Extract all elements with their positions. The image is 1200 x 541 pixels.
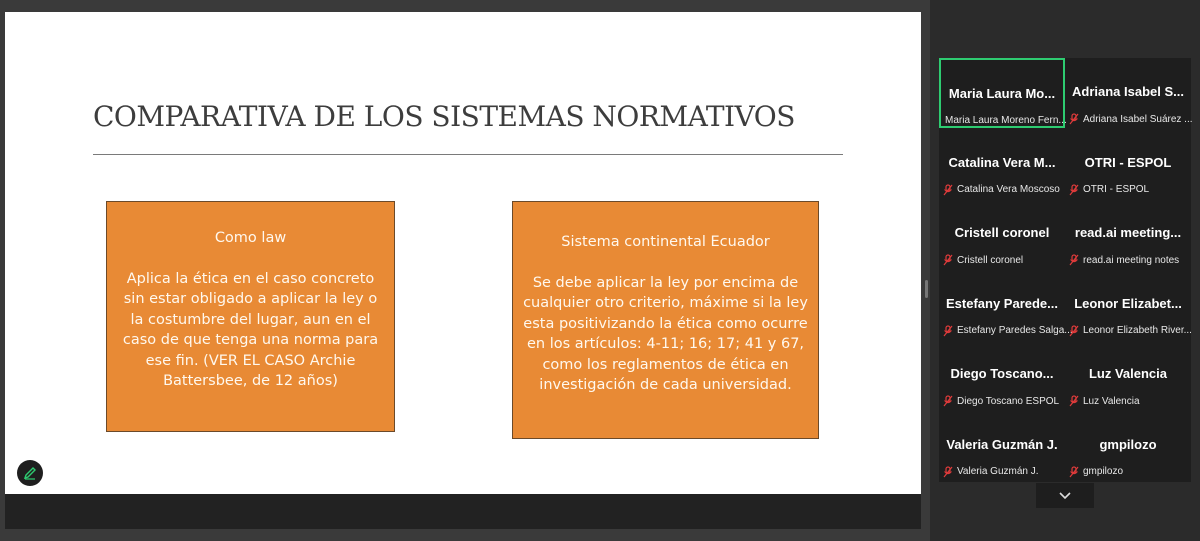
participant-name: gmpilozo — [1099, 436, 1157, 452]
participant-name: Maria Laura Mo... — [948, 86, 1056, 101]
participant-label — [1069, 325, 1192, 337]
participant-name: Catalina Vera M... — [948, 154, 1056, 170]
participant-tile[interactable] — [1065, 340, 1191, 410]
pen-icon — [23, 466, 37, 480]
participant-label-text: Maria Laura Moreno Fern... — [945, 115, 1067, 126]
participant-name: Diego Toscano... — [950, 366, 1054, 381]
participant-label-text: Catalina Vera Moscoso — [957, 184, 1060, 195]
collapse-panel-button[interactable] — [1036, 483, 1094, 508]
participant-name: Luz Valencia — [1088, 366, 1168, 381]
participant-tile[interactable] — [1065, 129, 1191, 199]
participant-label — [943, 466, 1061, 478]
participant-label-text: Luz Valencia — [1083, 395, 1140, 407]
participant-label — [943, 184, 1061, 196]
comparison-box-common-law — [106, 201, 395, 432]
participant-name: read.ai meeting... — [1074, 225, 1182, 240]
participant-name: Cristell coronel — [954, 225, 1050, 240]
mic-muted-icon — [943, 184, 957, 196]
participant-label — [945, 115, 1067, 126]
participant-tile[interactable] — [1065, 58, 1191, 128]
participant-label — [1069, 466, 1187, 478]
participant-label — [1069, 254, 1187, 266]
participant-label-text: gmpilozo — [1083, 466, 1124, 477]
participant-name: Estefany Parede... — [946, 295, 1058, 311]
annotate-button[interactable] — [17, 460, 43, 486]
participant-label — [1069, 184, 1187, 196]
participant-label — [943, 254, 1061, 266]
box-body: Aplica la ética en el caso concreto sin estar obligado a aplicar la ley o la costumbre del lugar, aun en el caso de que tenga una norma para ese fin. (VER EL CASO Archie Battersbee, de 12 años) — [122, 270, 379, 389]
participant-label-text: Adriana Isabel Suárez ... — [1083, 113, 1193, 125]
mic-muted-icon — [943, 325, 957, 337]
participant-label — [943, 395, 1061, 407]
participant-tile[interactable] — [939, 340, 1065, 410]
participant-tile[interactable] — [1065, 270, 1191, 340]
mic-muted-icon — [943, 466, 957, 478]
participant-label — [943, 325, 1073, 337]
participant-tile[interactable] — [1065, 411, 1191, 481]
participant-label-text: OTRI - ESPOL — [1083, 184, 1150, 195]
participant-grid — [939, 58, 1191, 482]
participant-label-text: Valeria Guzmán J. — [957, 466, 1039, 477]
panel-resize-handle[interactable] — [925, 280, 928, 298]
participant-name: Leonor Elizabet... — [1074, 295, 1182, 311]
presentation-slide — [5, 12, 921, 494]
participant-label-text: Estefany Paredes Salga... — [957, 325, 1073, 336]
mic-muted-icon — [1069, 395, 1083, 407]
mic-muted-icon — [943, 395, 957, 407]
participant-label — [1069, 113, 1193, 125]
box-heading: Como law — [214, 230, 287, 246]
participant-label — [1069, 395, 1187, 407]
participant-tile[interactable] — [939, 199, 1065, 269]
chevron-down-icon — [1058, 491, 1072, 501]
mic-muted-icon — [1069, 325, 1083, 337]
participant-tile[interactable] — [939, 411, 1065, 481]
slide-title: COMPARATIVA DE LOS SISTEMAS NORMATIVOS — [93, 100, 795, 133]
participant-tile[interactable] — [939, 270, 1073, 340]
mic-muted-icon — [943, 254, 957, 266]
participant-name: Valeria Guzmán J. — [946, 436, 1058, 452]
participant-label-text: Leonor Elizabeth River... — [1083, 325, 1192, 336]
participant-label-text: Cristell coronel — [957, 254, 1024, 266]
comparison-box-continental — [512, 201, 819, 439]
participant-label-text: read.ai meeting notes — [1083, 254, 1180, 266]
slide-bottom-bar — [5, 494, 921, 529]
participant-name: OTRI - ESPOL — [1084, 154, 1172, 170]
participant-tile[interactable] — [1065, 199, 1191, 269]
participant-tile[interactable] — [939, 58, 1065, 128]
mic-muted-icon — [1069, 254, 1083, 266]
participant-name: Adriana Isabel S... — [1072, 84, 1184, 99]
participant-label-text: Diego Toscano ESPOL — [957, 395, 1060, 407]
mic-muted-icon — [1069, 113, 1083, 125]
box-body: Se debe aplicar la ley por encima de cualquier otro criterio, máxime si la ley esta positivizando la ética como ocurre en los artículos: 4-11; 16; 17; 41 y 67, como los reglamentos de ética en investigación de cada universidad. — [523, 274, 808, 393]
title-divider — [93, 154, 843, 155]
mic-muted-icon — [1069, 184, 1083, 196]
participant-tile[interactable] — [939, 129, 1065, 199]
mic-muted-icon — [1069, 466, 1083, 478]
box-heading: Sistema continental Ecuador — [561, 234, 770, 250]
